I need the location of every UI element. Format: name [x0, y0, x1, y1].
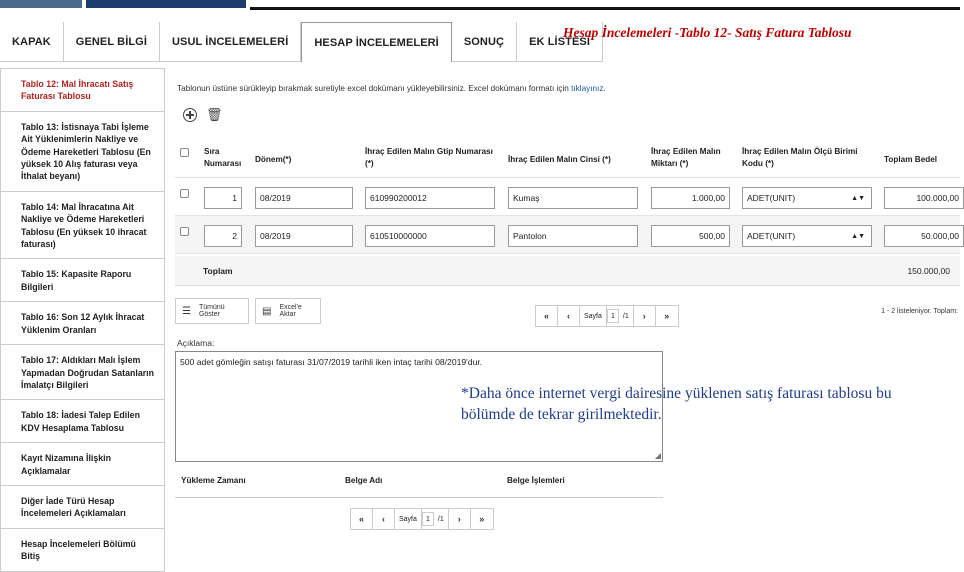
excel-export-label: Excel'e Aktar — [279, 304, 302, 318]
sira-field[interactable]: 2 — [204, 225, 242, 247]
last-page-icon[interactable]: » — [664, 311, 670, 321]
miktar-field[interactable]: 1.000,00 — [651, 187, 730, 209]
top-bar — [0, 0, 960, 9]
show-all-label: Tümünü Göster — [198, 304, 225, 318]
col-donem: Dönem(*) — [255, 155, 292, 164]
caret-down-icon: ▲▼ — [851, 194, 865, 202]
next-page-icon[interactable]: › — [449, 509, 471, 529]
sidebar-item-tablo-16[interactable]: Tablo 16: Son 12 Aylık İhracat Yüklenim Oranları — [0, 302, 165, 345]
cins-field[interactable]: Pantolon — [508, 225, 638, 247]
table-toolbar — [183, 108, 223, 122]
birim-select-value: ADET(UNIT) — [747, 193, 796, 203]
excel-export-button[interactable] — [255, 298, 321, 324]
delete-list-icon[interactable]: 🗑 — [206, 107, 223, 122]
documents-header — [175, 468, 663, 498]
top-bar-segment — [0, 0, 82, 8]
page-total: /1 — [434, 509, 449, 529]
col-belge-islemleri: Belge İşlemleri — [507, 476, 565, 485]
tab-kapak[interactable]: KAPAK — [0, 22, 64, 62]
total-label: Toplam — [203, 266, 233, 276]
aciklama-label: Açıklama: — [177, 338, 215, 348]
list-info: 1 - 2 listeleniyor. Toplam: — [881, 308, 958, 315]
col-sira: Sıra Numarası — [204, 147, 242, 168]
tab-hesap-incelemeleri[interactable]: HESAP İNCELEMELERİ — [301, 22, 451, 62]
tab-usul-incelemeleri[interactable]: USUL İNCELEMELERİ — [160, 22, 301, 62]
sidebar-item-diger-iade[interactable]: Diğer İade Türü Hesap İncelemeleri Açıklamaları — [0, 486, 165, 529]
sidebar-item-tablo-18[interactable]: Tablo 18: İadesi Talep Edilen KDV Hesaplama Tablosu — [0, 400, 165, 443]
excel-format-link[interactable]: tıklayınız. — [571, 84, 606, 93]
bedel-field[interactable]: 50.000,00 — [884, 225, 964, 247]
birim-select[interactable] — [742, 225, 872, 247]
tab-ek-listesi[interactable]: EK LİSTESİ — [517, 22, 603, 62]
page-label: Sayfa — [395, 509, 422, 529]
col-cins: İhraç Edilen Malın Cinsi (*) — [508, 155, 611, 164]
table-row — [175, 216, 960, 254]
resize-handle-icon[interactable]: ◢ — [654, 451, 661, 460]
list-icon: ☰ — [182, 305, 191, 317]
page-label: Sayfa — [580, 306, 607, 326]
total-row — [175, 256, 960, 286]
table-pager — [535, 305, 679, 327]
page-total: /1 — [619, 306, 634, 326]
sidebar-item-tablo-12[interactable]: Tablo 12: Mal İhracatı Satış Faturası Tablosu — [0, 68, 165, 112]
page-input[interactable]: 1 — [422, 512, 434, 526]
last-page-icon[interactable]: » — [479, 514, 485, 524]
excel-file-icon: ▤ — [262, 305, 272, 317]
donem-field[interactable]: 08/2019 — [255, 187, 353, 209]
next-page-icon[interactable]: › — [634, 306, 656, 326]
col-yukleme-zamani: Yükleme Zamanı — [181, 476, 246, 485]
documents-pager — [350, 508, 494, 530]
main-tabs — [0, 22, 603, 62]
row-checkbox[interactable] — [180, 189, 189, 198]
top-bar-line — [250, 7, 960, 10]
miktar-field[interactable]: 500,00 — [651, 225, 730, 247]
upload-hint — [177, 84, 606, 93]
caret-down-icon: ▲▼ — [851, 232, 865, 240]
table-row — [175, 178, 960, 216]
sidebar — [0, 68, 165, 572]
col-belge-adi: Belge Adı — [345, 476, 383, 485]
total-value: 150.000,00 — [907, 266, 950, 276]
sidebar-item-kayit-nizami[interactable]: Kayıt Nizamına İlişkin Açıklamalar — [0, 443, 165, 486]
donem-field[interactable]: 08/2019 — [255, 225, 353, 247]
page-input[interactable]: 1 — [607, 309, 619, 323]
prev-page-icon[interactable]: ‹ — [373, 509, 395, 529]
tab-sonuc[interactable]: SONUÇ — [452, 22, 517, 62]
sidebar-item-bitis[interactable]: Hesap İncelemeleri Bölümü Bitiş — [0, 529, 165, 572]
col-miktar: İhraç Edilen Malın Miktarı (*) — [651, 147, 721, 168]
col-bedel: Toplam Bedel — [884, 155, 938, 164]
birim-select-value: ADET(UNIT) — [747, 231, 796, 241]
first-page-icon[interactable]: « — [536, 306, 558, 326]
sidebar-item-tablo-13[interactable]: Tablo 13: İstisnaya Tabi İşleme Ait Yüklenimlerin Nakliye ve Ödeme Hareketleri Tablosu (En yüksek 10 Alış faturası veya İthalat beyanı) — [0, 112, 165, 192]
sidebar-item-tablo-15[interactable]: Tablo 15: Kapasite Raporu Bilgileri — [0, 259, 165, 302]
sidebar-item-tablo-14[interactable]: Tablo 14: Mal İhracatına Ait Nakliye ve Ödeme Hareketleri Tablosu (En yüksek 10 ihracat faturası) — [0, 192, 165, 260]
tab-genel-bilgi[interactable]: GENEL BİLGİ — [64, 22, 160, 62]
show-all-button[interactable] — [175, 298, 249, 324]
sira-field[interactable]: 1 — [204, 187, 242, 209]
annotation-note: *Daha önce internet vergi dairesine yüklenen satış faturası tablosu bu bölümde de tekrar girilmektedir. — [461, 385, 892, 423]
table-actions — [175, 298, 960, 328]
add-circle-icon[interactable] — [183, 108, 197, 122]
bedel-field[interactable]: 100.000,00 — [884, 187, 964, 209]
aciklama-text: 500 adet gömleğin satışı faturası 31/07/2019 tarihli iken intaç tarihi 08/2019'dur. — [180, 357, 483, 367]
slide-headline: Hesap İncelemeleri -Tablo 12- Satış Fatura Tablosu — [563, 25, 852, 40]
first-page-icon[interactable]: « — [351, 509, 373, 529]
top-bar-segment — [86, 0, 246, 8]
gtip-field[interactable]: 610510000000 — [365, 225, 495, 247]
col-birim: İhraç Edilen Malın Ölçü Birimi Kodu (*) — [742, 147, 858, 168]
prev-page-icon[interactable]: ‹ — [558, 306, 580, 326]
col-gtip: İhraç Edilen Malın Gtip Numarası (*) — [365, 147, 493, 168]
birim-select[interactable] — [742, 187, 872, 209]
cins-field[interactable]: Kumaş — [508, 187, 638, 209]
sidebar-item-tablo-17[interactable]: Tablo 17: Aldıkları Malı İşlem Yapmadan Doğrudan Satanların İmalatçı Bilgileri — [0, 345, 165, 400]
row-checkbox[interactable] — [180, 227, 189, 236]
gtip-field[interactable]: 610990200012 — [365, 187, 495, 209]
table-header — [175, 140, 960, 178]
select-all-checkbox[interactable] — [180, 148, 189, 157]
upload-hint-text: Tablonun üstüne sürükleyip bırakmak suretiyle excel dokümanı yükleyebilirsiniz. Excel dokümanı formatı için — [177, 84, 569, 93]
